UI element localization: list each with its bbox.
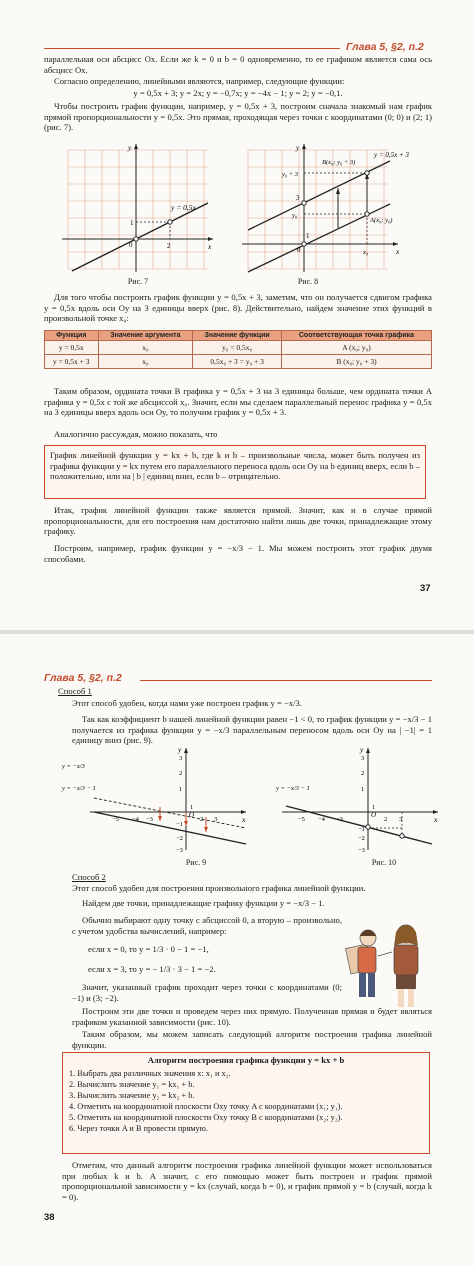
svg-text:−4: −4 bbox=[318, 816, 325, 823]
paragraph-analog: Аналогично рассуждая, можно показать, что bbox=[54, 429, 218, 439]
svg-text:3: 3 bbox=[214, 816, 218, 823]
svg-text:2: 2 bbox=[200, 816, 204, 823]
table-cell: y = 0,5x + 3 bbox=[45, 355, 99, 369]
y-axis-label: y bbox=[296, 143, 300, 152]
line-label: y = 0,5x bbox=[171, 203, 196, 212]
table-row bbox=[45, 341, 432, 355]
svg-text:−1: −1 bbox=[358, 826, 365, 833]
tick-0: 0 bbox=[297, 246, 301, 254]
svg-text:−5: −5 bbox=[298, 816, 305, 823]
figure-9 bbox=[60, 744, 250, 854]
method1-detail: Так как коэффициент b нашей линейной функции равен −1 < 0, то график функции y = −x/3 − 1 получается из графика функции y = −x/3 параллельным переносом вдоль оси Oy на | −1| = 1 единицу вниз (рис. 9). bbox=[72, 714, 432, 746]
x0-label: x₀ bbox=[363, 249, 369, 256]
svg-text:−3: −3 bbox=[176, 847, 183, 854]
fig9-ticks bbox=[112, 755, 217, 854]
tick-1: 1 bbox=[306, 232, 310, 240]
table-header: Функция bbox=[45, 331, 99, 341]
calc-2: если x = 3, то y = − 1/3 · 3 − 1 = −2. bbox=[88, 964, 216, 974]
svg-text:−2: −2 bbox=[176, 835, 183, 842]
figure-7-caption: Рис. 7 bbox=[127, 277, 149, 286]
line-label: y = 0,5x + 3 bbox=[374, 151, 409, 159]
paragraph-algo-intro: Таким образом, мы можем записать следующий алгоритм построения графика линейной функции. bbox=[72, 1029, 432, 1050]
table-header: Значение функции bbox=[193, 331, 282, 341]
label-bottom: y = −x/3 − 1 bbox=[62, 785, 96, 792]
svg-text:3: 3 bbox=[399, 816, 403, 823]
svg-text:2: 2 bbox=[361, 770, 365, 777]
svg-text:−3: −3 bbox=[336, 816, 343, 823]
algorithm-step: 5. Отметить на координатной плоскости Oxy точку B с координатами (x₂; y₂). bbox=[69, 1113, 343, 1122]
page-37 bbox=[0, 0, 474, 632]
svg-text:3: 3 bbox=[361, 755, 365, 762]
page-number: 38 bbox=[44, 1212, 55, 1223]
table-cell: A (x₀; y₀) bbox=[281, 341, 431, 355]
paragraph-final: Отметим, что данный алгоритм построения графика линейной функции может использоваться при любых k и b. А значит, с его помощью может быть построен и график прямой пропорциональной зависимости y = kx (случай, когда b = 0), и график прямой y = b (случай, когда k = 0). bbox=[62, 1160, 432, 1202]
table-cell: B (x₀; y₀ + 3) bbox=[281, 355, 431, 369]
page-38 bbox=[0, 634, 474, 1266]
svg-text:−2: −2 bbox=[358, 835, 365, 842]
algorithm-step: 3. Вычислить значение y₂ = kx₂ + b. bbox=[69, 1091, 195, 1100]
paragraph-draw: Построим эти две точки и проведем через них прямую. Полученная прямая и будет являться графиком указанной зависимости (рис. 10). bbox=[72, 1006, 432, 1027]
tick-1: 1 bbox=[130, 219, 134, 227]
svg-text:1: 1 bbox=[179, 786, 183, 793]
svg-text:−1: −1 bbox=[176, 821, 183, 828]
method1-title: Способ 1 bbox=[58, 686, 92, 696]
method2-choose: Обычно выбирают одну точку с абсциссой 0, а вторую – произвольно, с учетом удобства вычислений, например: bbox=[72, 915, 342, 936]
algorithm-steps bbox=[63, 1068, 429, 1134]
method2-find: Найдем две точки, принадлежащие графику функции y = −x/3 − 1. bbox=[82, 898, 325, 908]
table-header: Значение аргумента bbox=[98, 331, 193, 341]
algorithm-step: 4. Отметить на координатной плоскости Oxy точку A с координатами (x₁; y₁). bbox=[69, 1102, 343, 1111]
method2-text: Этот способ удобен для построения произвольного графика линейной функции. bbox=[72, 883, 366, 893]
line-label: y = −x/3 − 1 bbox=[276, 785, 310, 792]
paragraph-points: Значит, указанный график проходит через точки с координатами (0; −1) и (3; −2). bbox=[72, 982, 342, 1003]
figure-9-caption: Рис. 9 bbox=[185, 858, 207, 867]
figure-8 bbox=[238, 140, 428, 274]
tick-0: 0 bbox=[129, 241, 133, 249]
table-cell: y = 0,5x bbox=[45, 341, 99, 355]
header-rule bbox=[44, 48, 340, 49]
algorithm-step: 2. Вычислить значение y₁ = kx₁ + b. bbox=[69, 1080, 195, 1089]
point-a-label: A(x₀; y₀) bbox=[370, 217, 393, 224]
table-cell: y₀ = 0,5x₀ bbox=[193, 341, 282, 355]
values-table bbox=[44, 330, 432, 369]
table-row bbox=[45, 355, 432, 369]
svg-text:1: 1 bbox=[372, 804, 376, 811]
table-cell: x₀ bbox=[98, 341, 193, 355]
algorithm-step: 6. Через точки A и B провести прямую. bbox=[69, 1124, 208, 1133]
x-axis-label: x bbox=[434, 815, 438, 824]
y0-label: y₀ bbox=[292, 212, 298, 219]
svg-text:−3: −3 bbox=[358, 847, 365, 854]
graph-line-minus-x-over-3 bbox=[94, 798, 246, 828]
graph-line-y-0-5x bbox=[72, 203, 208, 271]
paragraph-intro: параллельная оси абсцисс Ox. Если же k = 0 и b = 0 одновременно, то ее графиком является сама ось абсцисс Ox. bbox=[44, 54, 432, 75]
rule-text: График линейной функции y = kx + b, где k и b – произвольные числа, может быть получен из графика функции y = kx путем его параллельного переноса вдоль оси Oy на b единиц вверх, если b – положительно, или на | b | единиц вниз, если b – отрицательно. bbox=[50, 450, 420, 482]
paragraph-conclusion: Итак, график линейной функции также является прямой. Значит, как и в случае прямой пропорциональности, для его построения нам достаточно найти лишь две точки, принадлежащие этому графику. bbox=[44, 505, 432, 537]
students-illustration bbox=[344, 916, 434, 1014]
fig10-ticks bbox=[298, 755, 402, 854]
y-axis-label: y bbox=[128, 143, 132, 152]
page-header: Глава 5, §2, п.2 bbox=[346, 41, 424, 53]
method2-title: Способ 2 bbox=[72, 872, 106, 882]
y-axis-label: y bbox=[178, 745, 182, 754]
table-cell: 0,5x₀ + 3 = y₀ + 3 bbox=[193, 355, 282, 369]
algorithm-step: 1. Выбрать два различных значения x: x₁ и x₂. bbox=[69, 1069, 231, 1078]
tick-2: 2 bbox=[167, 242, 171, 250]
paragraph-definition: Согласно определению, линейными являются, например, следующие функции: bbox=[54, 76, 345, 86]
paragraph-shift: Для того чтобы построить график функции y = 0,5x + 3, заметим, что он получается сдвигом графика y = 0,5x вдоль оси Oy на 3 единицы вверх (рис. 8). Действительно, найдем значение этих функций в произвольной точке x₀: bbox=[44, 292, 432, 324]
svg-text:1: 1 bbox=[361, 786, 365, 793]
figure-8-caption: Рис. 8 bbox=[297, 277, 319, 286]
paragraph-ordinate: Таким образом, ордината точки B графика y = 0,5x + 3 на 3 единицы больше, чем ордината точки A графика y = 0,5x с той же абсциссой x₀. Значит, если мы сделаем параллельный перенос графика y = 0,5x на 3 единицы вверх вдоль оси Oy, то получим график y = 0,5x + 3. bbox=[44, 386, 432, 418]
point-b-label: B(x₀; y₀ + 3) bbox=[322, 159, 356, 166]
svg-text:2: 2 bbox=[179, 770, 183, 777]
page-number: 37 bbox=[420, 583, 431, 594]
algorithm-box bbox=[62, 1052, 430, 1154]
table-cell: x₀ bbox=[98, 355, 193, 369]
y-axis-label: y bbox=[360, 745, 364, 754]
tick-3: 3 bbox=[296, 194, 300, 202]
svg-text:O: O bbox=[371, 811, 377, 819]
table-header: Соответствующая точка графика bbox=[281, 331, 431, 341]
page-header: Глава 5, §2, п.2 bbox=[44, 672, 122, 684]
svg-text:−4: −4 bbox=[132, 816, 139, 823]
label-top: y = −x/3 bbox=[62, 763, 85, 770]
figure-10 bbox=[272, 744, 442, 854]
paragraph-build: Построим, например, график функции y = −x/3 − 1. Мы можем построить этот график двумя способами. bbox=[44, 543, 432, 564]
x-axis-label: x bbox=[396, 247, 400, 256]
algorithm-title: Алгоритм построения графика функции y = kx + b bbox=[147, 1055, 345, 1065]
svg-text:−5: −5 bbox=[112, 816, 119, 823]
rule-box bbox=[44, 445, 426, 499]
svg-text:O: O bbox=[189, 811, 195, 819]
svg-text:3: 3 bbox=[179, 755, 183, 762]
formula-examples: y = 0,5x + 3; y = 2x; y = −0,7x; y = −4x − 1; y = 2; y = −0,1. bbox=[133, 88, 343, 98]
svg-text:2: 2 bbox=[384, 816, 388, 823]
y0-plus-3-label: y₀ + 3 bbox=[282, 171, 299, 178]
svg-text:−3: −3 bbox=[146, 816, 153, 823]
header-rule bbox=[140, 680, 432, 681]
figure-7 bbox=[58, 140, 218, 274]
calc-1: если x = 0, то y = 1/3 · 0 − 1 = −1, bbox=[88, 944, 209, 954]
paragraph-plot: Чтобы построить график функции, например, y = 0,5x + 3, построим сначала знакомый нам график прямой пропорциональности y = 0,5x. Это прямая, проходящая через точки с координатами (0; 0) и (2; 1) (рис. 7). bbox=[44, 101, 432, 133]
x-axis-label: x bbox=[208, 242, 212, 251]
svg-text:1: 1 bbox=[190, 804, 194, 811]
method1-text: Этот способ удобен, когда нами уже построен график y = −x/3. bbox=[72, 698, 302, 708]
figure-10-caption: Рис. 10 bbox=[371, 858, 397, 867]
x-axis-label: x bbox=[242, 815, 246, 824]
